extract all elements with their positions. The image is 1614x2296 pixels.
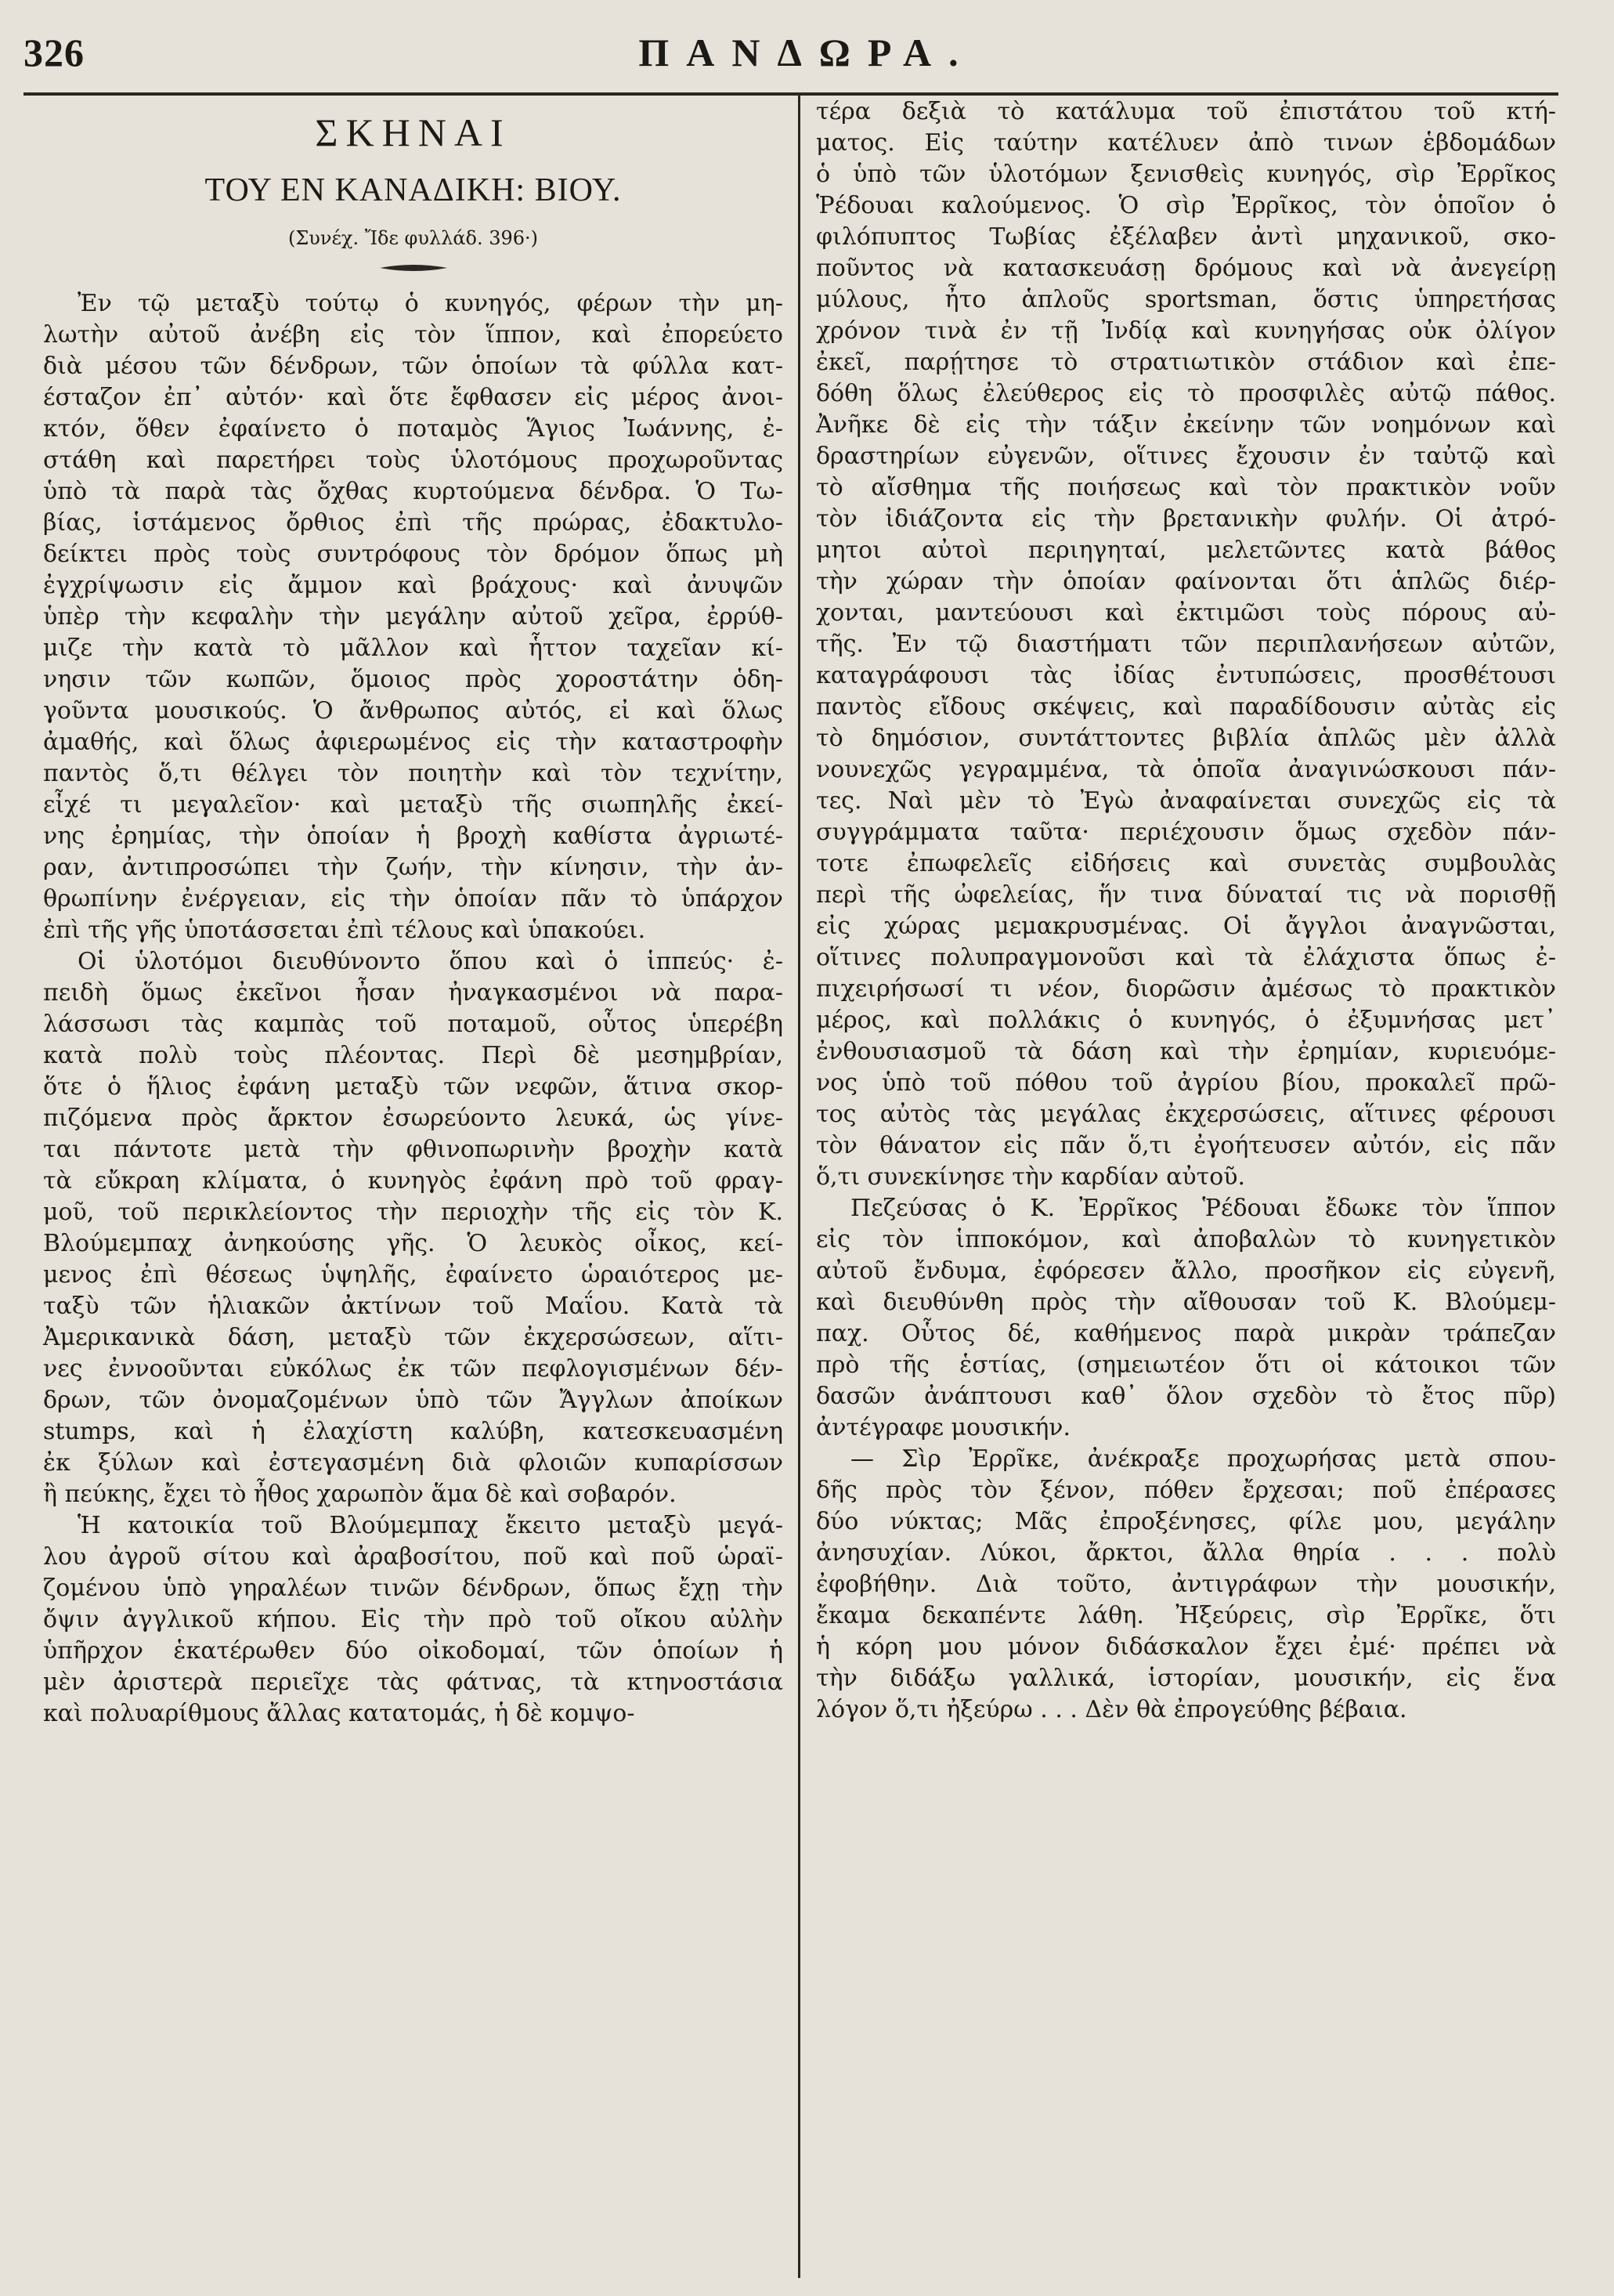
text-line: ραν, ἀντιπροσώπει τὴν ζωήν, τὴν κίνησιν, τὴν ἀν- — [43, 854, 783, 881]
text-line: λόγον ὅ,τι ἠξεύρω . . . Δὲν θὰ ἐπρογεύθης βέβαια. — [816, 1696, 1407, 1723]
text-line: ἐκ ξύλων καὶ ἐστεγασμένη διὰ φλοιῶν κυπαρίσσων — [43, 1449, 783, 1477]
text-line: καὶ πολυαρίθμους ἄλλας κατατομάς, ἡ δὲ κομψο- — [43, 1700, 635, 1727]
text-line: ὑπὸ τὰ παρὰ τὰς ὄχθας κυρτούμενα δένδρα. Ὁ Τω- — [43, 478, 783, 505]
text-line: ἐγχρίψωσιν εἰς ἄμμον καὶ βράχους· καὶ ἀνυψῶν — [43, 572, 783, 599]
text-line: διὰ μέσου τῶν δένδρων, τῶν ὁποίων τὰ φύλλα κατ- — [43, 353, 783, 380]
left-column-body — [43, 288, 783, 1730]
text-line: ὑπῆρχον ἑκατέρωθεν δύο οἰκοδομαί, τῶν ὁποίων ἡ — [43, 1637, 783, 1665]
text-line: λωτὴν αὐτοῦ ἀνέβη εἰς τὸν ἵππον, καὶ ἐπορεύετο — [43, 321, 783, 349]
text-line: παντὸς εἴδους σκέψεις, καὶ παραδίδουσιν αὐτὰς εἰς — [816, 693, 1556, 721]
text-line: Βλούμεμπαχ ἀνηκούσης γῆς. Ὁ λευκὸς οἶκος, κεί- — [43, 1230, 783, 1257]
text-line: πιχειρήσωσί τι νέον, διορῶσιν ἀμέσως τὸ πρακτικὸν — [816, 975, 1556, 1003]
text-line: μητοι αὐτοὶ περιηγηταί, μελετῶντες κατὰ βάθος — [816, 537, 1556, 564]
text-line: Πεζεύσας ὁ Κ. Ἐρρῖκος Ῥέδουαι ἔδωκε τὸν ἵππον — [850, 1195, 1556, 1222]
text-line: ὅτε ὁ ἥλιος ἐφάνη μεταξὺ τῶν νεφῶν, ἅτινα σκορ- — [43, 1073, 783, 1101]
text-line: μύλους, ἦτο ἁπλοῦς sportsman, ὅστις ὑπηρετήσας — [816, 286, 1556, 313]
text-line: καταγράφουσι τὰς ἰδίας ἐντυπώσεις, προσθέτουσι — [816, 662, 1556, 689]
text-line: νες ἐννοοῦνται εὐκόλως ἐκ τῶν πεφλογισμένων δέν- — [43, 1355, 783, 1383]
text-line: τὴν χώραν τὴν ὁποίαν φαίνονται ὅτι ἁπλῶς διέρ- — [816, 568, 1556, 595]
text-line: stumps, καὶ ἡ ἐλαχίστη καλύβη, κατεσκευασμένη — [43, 1418, 783, 1445]
text-line: πιζόμενα πρὸς ἄρκτον ἐσωρεύοντο λευκά, ὡς γίνε- — [43, 1105, 783, 1132]
text-line: στάθη καὶ παρετήρει τοὺς ὑλοτόμους προχωροῦντας — [43, 447, 783, 474]
text-line: ἀντέγραφε μουσικήν. — [816, 1414, 1071, 1441]
text-line: οἵτινες πολυπραγμονοῦσι καὶ τὰ ἐλάχιστα ὅπως ἐ- — [816, 944, 1556, 971]
text-line: Ἐν τῷ μεταξὺ τούτῳ ὁ κυνηγός, φέρων τὴν μη- — [78, 290, 783, 317]
text-line: δύο νύκτας; Μᾶς ἐπροξένησες, φίλε μου, μεγάλην — [816, 1508, 1556, 1535]
text-line: δρων, τῶν ὀνομαζομένων ὑπὸ τῶν Ἄγγλων ἀποίκων — [43, 1387, 783, 1414]
text-line: Ἀνῆκε δὲ εἰς τὴν τάξιν ἐκείνην τῶν νοημόνων καὶ — [816, 411, 1556, 439]
text-line: περὶ τῆς ὠφελείας, ἥν τινα δύναταί τις νὰ πορισθῇ — [816, 881, 1556, 909]
text-line: ὑπὲρ τὴν κεφαλὴν τὴν μεγάλην αὐτοῦ χεῖρα, ἐρρύθ- — [43, 603, 783, 631]
text-line: ματος. Εἰς ταύτην κατέλυεν ἀπὸ τινων ἑβδομάδων — [816, 129, 1556, 157]
text-line: ἐκεῖ, παρῄτησε τὸ στρατιωτικὸν στάδιον καὶ ἐπε- — [816, 349, 1556, 376]
text-line: τοτε ἐπωφελεῖς εἰδήσεις καὶ συνετὰς συμβουλὰς — [816, 850, 1556, 877]
right-column-body — [816, 96, 1556, 1726]
journal-title: ΠΑΝΔΩΡΑ. — [638, 31, 976, 74]
text-line: έσταζον ἐπ᾽ αὐτόν· καὶ ὅτε ἔφθασεν εἰς μέρος ἀνοι- — [43, 384, 783, 411]
text-line: εἶχέ τι μεγαλεῖον· καὶ μεταξὺ τῆς σιωπηλῆς ἐκεί- — [43, 791, 783, 819]
text-line: τες. Ναὶ μὲν τὸ Ἐγὼ ἀναφαίνεται συνεχῶς εἰς τὰ — [816, 787, 1556, 815]
text-line: φιλόπυπτος Τωβίας ἐξέλαβεν ἀντὶ μηχανικοῦ, σκο- — [816, 223, 1556, 251]
text-line: ἐπὶ τῆς γῆς ὑποτάσσεται ἐπὶ τέλους καὶ ὑπακούει. — [43, 917, 646, 944]
text-line: Ἀμερικανικὰ δάση, μεταξὺ τῶν ἐκχερσώσεων, αἵτι- — [43, 1324, 783, 1351]
text-line: τὸν ἰδιάζοντα εἰς τὴν βρετανικὴν φυλήν. Οἱ ἀτρό- — [816, 505, 1556, 533]
text-line: χονται, μαντεύουσι καὶ ἐκτιμῶσι τοὺς πόρους αὐ- — [816, 599, 1556, 627]
text-line: τέρα δεξιὰ τὸ κατάλυμα τοῦ ἐπιστάτου τοῦ κτή- — [816, 98, 1556, 125]
text-line: ποῦντος νὰ κατασκευάσῃ δρόμους καὶ νὰ ἀνεγείρῃ — [816, 255, 1556, 282]
text-line: εἰς τὸν ἱπποκόμον, καὶ ἀποβαλὼν τὸ κυνηγετικὸν — [816, 1226, 1556, 1253]
text-line: δείκτει πρὸς τοὺς συντρόφους τὸν δρόμον ὅπως μὴ — [43, 541, 783, 568]
text-line: ἔκαμα δεκαπέντε λάθη. Ἠξεύρεις, σὶρ Ἐρρῖκε, ὅτι — [816, 1602, 1556, 1629]
text-line: τὸν θάνατον εἰς πᾶν ὅ,τι ἐγοήτευσεν αὐτόν, εἰς πᾶν — [816, 1132, 1556, 1159]
text-line: μοῦ, τοῦ περικλείοντος τὴν περιοχὴν τῆς εἰς τὸν Κ. — [43, 1199, 783, 1226]
text-line: τος αὐτὸς τὰς μεγάλας ἐκχερσώσεις, αἵτινες φέρουσι — [816, 1101, 1556, 1128]
text-line: ἢ πεύκης, ἔχει τὸ ἦθος χαρωπὸν ἅμα δὲ καὶ σοβαρόν. — [43, 1481, 677, 1508]
text-line: χρόνον τινὰ ἐν τῇ Ἰνδίᾳ καὶ κυνηγήσας οὐκ ὀλίγον — [816, 317, 1556, 345]
text-line: τὸ αἴσθημα τῆς ποιήσεως καὶ τὸν πρακτικὸν νοῦν — [816, 474, 1556, 501]
article-title: ΣΚΗΝΑΙ — [315, 110, 511, 154]
text-line: Οἱ ὑλοτόμοι διευθύνοντο ὅπου καὶ ὁ ἱππεύς· ἐ- — [78, 948, 783, 975]
continuation-note: (Συνέχ. Ἴδε φυλλάδ. 396·) — [287, 227, 539, 249]
text-line: κατὰ πολὺ τοὺς πλέοντας. Περὶ δὲ μεσημβρίαν, — [43, 1042, 783, 1069]
header-rule — [23, 92, 1558, 96]
article-subtitle: ΤΟΥ ΕΝ ΚΑΝΑΔΙΚΗ: ΒΙΟΥ. — [204, 172, 622, 208]
text-line: ζομένου ὑπὸ γηραλέων τινῶν δένδρων, ὅπως ἔχῃ τὴν — [43, 1575, 783, 1602]
text-line: θρωπίνην ἐνέργειαν, εἰς τὴν ὁποίαν πᾶν τὸ ὑπάρχον — [43, 885, 783, 913]
text-line: κτόν, ὅθεν ἐφαίνετο ὁ ποταμὸς Ἅγιος Ἰωάννης, ἐ- — [43, 415, 783, 443]
text-line: Ἡ κατοικία τοῦ Βλούμεμπαχ ἔκειτο μεταξὺ μεγά- — [78, 1512, 783, 1539]
text-line: δραστηρίων εὐγενῶν, οἵτινες ἔχουσιν ἐν ταὐτῷ καὶ — [816, 443, 1556, 470]
text-line: τὴν διδάξω γαλλικά, ἱστορίαν, μουσικήν, εἰς ἕνα — [816, 1665, 1556, 1692]
text-line: ἀνησυχίαν. Λύκοι, ἄρκτοι, ἄλλα θηρία . . . πολὺ — [816, 1539, 1556, 1567]
text-line: συγγράμματα ταῦτα· περιέχουσιν ὅμως σχεδὸν πάν- — [816, 819, 1556, 846]
text-line: μέρος, καὶ πολλάκις ὁ κυνηγός, ὁ ἐξυμνήσας μετ᾽ — [816, 1007, 1556, 1034]
text-line: μιζε τὴν κατὰ τὸ μᾶλλον καὶ ἧττον ταχεῖαν κί- — [43, 635, 783, 662]
text-line: ὁ ὑπὸ τῶν ὑλοτόμων ξενισθεὶς κυνηγός, σὶρ Ἐρρῖκος — [816, 161, 1556, 188]
text-line: νουνεχῶς γεγραμμένα, τὰ ὁποῖα ἀναγινώσκουσι πάν- — [816, 756, 1556, 783]
text-line: ἡ κόρη μου μόνον διδάσκαλον ἔχει ἐμέ· πρέπει νὰ — [816, 1633, 1556, 1661]
ornament-rule — [378, 263, 449, 273]
text-line: γοῦντα μουσικούς. Ὁ ἄνθρωπος αὐτός, εἰ καὶ ὅλως — [43, 697, 783, 725]
text-line: — Σὶρ Ἐρρῖκε, ἀνέκραξε προχωρήσας μετὰ σπου- — [850, 1445, 1556, 1473]
text-line: καὶ διευθύνθη πρὸς τὴν αἴθουσαν τοῦ Κ. Βλούμεμ- — [816, 1289, 1556, 1316]
text-line: παχ. Οὗτος δέ, καθήμενος παρὰ μικρὰν τράπεζαν — [816, 1320, 1556, 1347]
text-line: δασῶν ἀνάπτουσι καθ᾽ ὅλον σχεδὸν τὸ ἔτος πῦρ) — [816, 1383, 1556, 1410]
text-line: αὐτοῦ ἔνδυμα, ἐφόρεσεν ἄλλο, προσῆκον εἰς εὐγενῆ, — [816, 1257, 1556, 1285]
text-line: λάσσωσι τὰς καμπὰς τοῦ ποταμοῦ, οὗτος ὑπερέβη — [43, 1011, 783, 1038]
text-line: ἀμαθής, καὶ ὅλως ἀφιερωμένος εἰς τὴν καταστροφὴν — [43, 729, 783, 756]
left-column — [43, 97, 783, 1730]
text-line: πειδὴ ὅμως ἐκεῖνοι ἦσαν ἠναγκασμένοι νὰ παρα- — [43, 979, 783, 1007]
text-line: ταξὺ τῶν ἡλιακῶν ἀκτίνων τοῦ Μαΐου. Κατὰ τὰ — [43, 1293, 783, 1320]
text-line: νος ὑπὸ τοῦ πόθου τοῦ ἀγρίου βίου, προκαλεῖ πρῶ- — [816, 1069, 1556, 1097]
text-line: ἐφοβήθην. Διὰ τοῦτο, ἀντιγράφων τὴν μουσικήν, — [816, 1571, 1556, 1598]
text-line: μενος ἐπὶ θέσεως ὑψηλῆς, ἐφαίνετο ὡραιότερος με- — [43, 1261, 783, 1289]
text-line: πρὸ τῆς ἑστίας, (σημειωτέον ὅτι οἱ κάτοικοι τῶν — [816, 1351, 1556, 1379]
text-line: βίας, ἱστάμενος ὄρθιος ἐπὶ τῆς πρώρας, ἐδακτυλο- — [43, 509, 783, 537]
text-line: παντὸς ὅ,τι θέλγει τὸν ποιητὴν καὶ τὸν τεχνίτην, — [43, 760, 783, 787]
text-line: τῆς. Ἐν τῷ διαστήματι τῶν περιπλανήσεων αὐτῶν, — [816, 631, 1556, 658]
right-column — [816, 96, 1556, 1726]
text-line: ται πάντοτε μετὰ τὴν φθινοπωρινὴν βροχὴν κατὰ — [43, 1136, 783, 1163]
text-line: εἰς χώρας μεμακρυσμένας. Οἱ ἄγγλοι ἀναγνῶσται, — [816, 913, 1556, 940]
text-line: νησιν τῶν κωπῶν, ὅμοιος πρὸς χοροστάτην ὁδη- — [43, 666, 783, 693]
text-line: νης ἐρημίας, τὴν ὁποίαν ἡ βροχὴ καθίστα ἀγριωτέ- — [43, 823, 783, 850]
running-head — [0, 30, 1614, 92]
text-line: δῆς πρὸς τὸν ξένον, πόθεν ἔρχεσαι; ποῦ ἐπέρασες — [816, 1477, 1556, 1504]
text-line: τὰ εὔκραη κλίματα, ὁ κυνηγὸς ἐφάνη πρὸ τοῦ φραγ- — [43, 1167, 783, 1195]
text-line: λου ἀγροῦ σίτου καὶ ἀραβοσίτου, ποῦ καὶ ποῦ ὡραϊ- — [43, 1543, 783, 1571]
text-line: ὅ,τι συνεκίνησε τὴν καρδίαν αὐτοῦ. — [816, 1163, 1246, 1191]
column-divider — [798, 92, 800, 2278]
text-line: μὲν ἀριστερὰ περιεῖχε τὰς φάτνας, τὰ κτηνοστάσια — [43, 1669, 783, 1696]
text-line: τὸ δημόσιον, συντάττοντες βιβλία ἁπλῶς μὲν ἀλλὰ — [816, 725, 1556, 752]
text-line: ὄψιν ἀγγλικοῦ κήπου. Εἰς τὴν πρὸ τοῦ οἴκου αὐλὴν — [43, 1606, 783, 1633]
text-line: δόθη ὅλως ἐλεύθερος εἰς τὸ προσφιλὲς αὐτῷ πάθος. — [816, 380, 1556, 407]
text-line: ἐνθουσιασμοῦ τὰ δάση καὶ τὴν ἐρημίαν, κυριευόμε- — [816, 1038, 1556, 1065]
text-line: Ῥέδουαι καλούμενος. Ὁ σὶρ Ἐρρῖκος, τὸν ὁποῖον ὁ — [816, 192, 1556, 219]
page-number: 326 — [23, 31, 85, 74]
